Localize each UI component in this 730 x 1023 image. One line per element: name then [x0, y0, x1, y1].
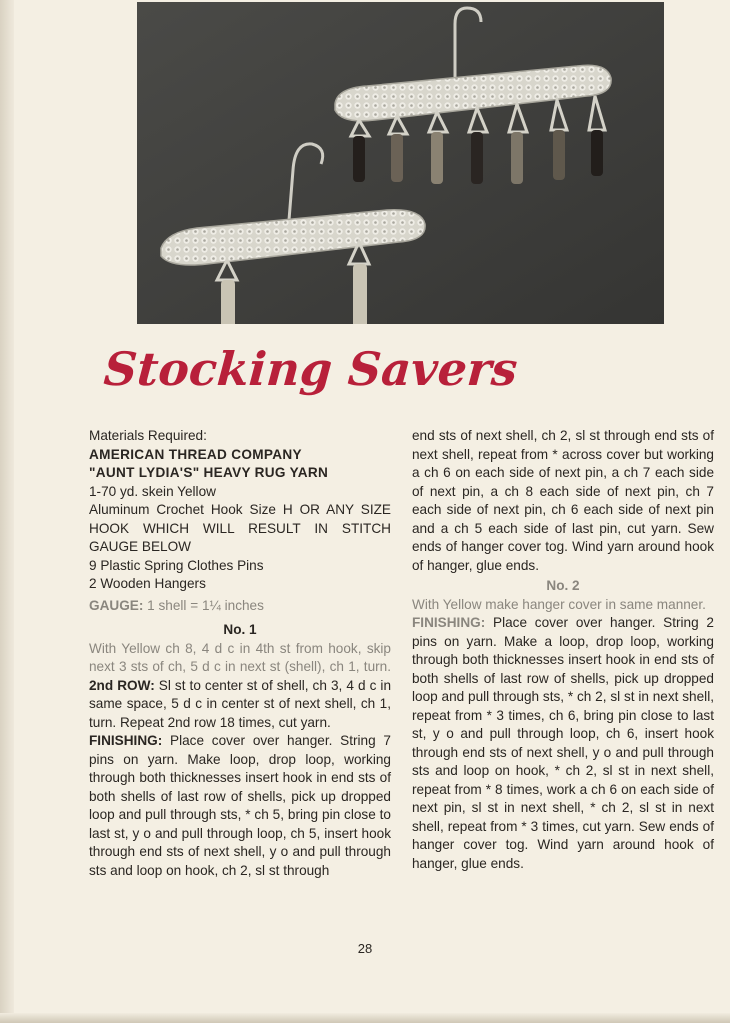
left-column: [89, 427, 391, 880]
hangers-line: 2 Wooden Hangers: [89, 576, 206, 591]
gauge-label: GAUGE:: [89, 597, 144, 613]
no1-heading: No. 1: [223, 622, 257, 637]
no2-heading: No. 2: [546, 578, 580, 593]
page-edge-bottom: [0, 1013, 730, 1023]
row2-label: 2nd ROW:: [89, 677, 155, 693]
no1-text-b: Sl st to center st of shell, ch 3, 4 d c in same space, 5 d c in center st of next shell, ch 1, turn. Repeat 2nd row 18 times, cut yarn.: [89, 677, 392, 730]
no1-finishing-paragraph: [89, 732, 391, 880]
materials-label: Materials Required:: [89, 428, 207, 443]
pins-line: 9 Plastic Spring Clothes Pins: [89, 557, 264, 573]
page-title: Stocking Savers: [102, 342, 520, 396]
right-column: [412, 427, 714, 873]
continued-paragraph: end sts of next shell, ch 2, sl st through end sts of next shell, repeat from * across cover but working a ch 6 on each side of next pin, a ch 7 each side of next pin, a ch 8 each side of next pin, ch 7 each side of next pin, ch 6 each side of next pin and a ch 5 each side of last pin, cut yarn. Sew ends of hanger cover tog. Wind yarn around hook of hanger, glue ends.: [412, 428, 714, 573]
skein-line: 1-70 yd. skein Yellow: [89, 483, 216, 499]
no2-finishing-text: Place cover over hanger. String 2 pins on yarn. Make a loop, drop loop, working through both thicknesses insert hook in end sts of both shells of last row of shells, pick up dropped loop and pull through sts, * ch 2, sl st in next shell, repeat from * 3 times, ch 6, bring pin close to last st, y o and pull through loop, ch 6, insert hook through end sts of next shell, y o and pull through sts and loop on hook, * ch 2, sl st in next shell, repeat from * 8 times, work a ch 6 on each side of next pin, sl st in next shell, * ch 2, sl st in next shell, repeat from * 3 times, cut yarn. Sew ends of hanger cover tog. Wind yarn around hook of hanger, glue ends.: [412, 615, 714, 871]
hangers-photo: [137, 2, 664, 324]
no2-paragraph: With Yellow make hanger cover in same manner.: [412, 596, 706, 612]
no1-paragraph: [89, 640, 391, 733]
gauge-line: [89, 597, 391, 616]
hook-line: Aluminum Crochet Hook Size H OR ANY SIZE HOOK WHICH WILL RESULT IN STITCH GAUGE BELOW: [89, 502, 391, 554]
gauge-value: 1 shell = 1¼ inches: [147, 597, 264, 613]
finishing-text: Place cover over hanger. String 7 pins on yarn. Make loop, drop loop, working through both thicknesses insert hook in end sts of both shells of last row of shells, pick up dropped loop and pull through sts, * ch 5, bring pin close to last st, y o and pull through loop, ch 5, insert hook through end sts of next shell, y o and pull through sts and loop on hook, ch 2, sl st through: [89, 733, 391, 878]
page-edge: [0, 0, 14, 1023]
no2-finishing-label: FINISHING:: [412, 615, 486, 630]
page-number: 28: [357, 941, 373, 956]
no2-finishing-paragraph: [412, 614, 714, 873]
company-name: AMERICAN THREAD COMPANY: [89, 446, 302, 462]
no1-text-a: With Yellow ch 8, 4 d c in 4th st from hook, skip next 3 sts of ch, 5 d c in next st (shell), ch 1, turn.: [89, 640, 391, 674]
yarn-name: "AUNT LYDIA'S" HEAVY RUG YARN: [89, 465, 329, 480]
finishing-label: FINISHING:: [89, 733, 163, 748]
